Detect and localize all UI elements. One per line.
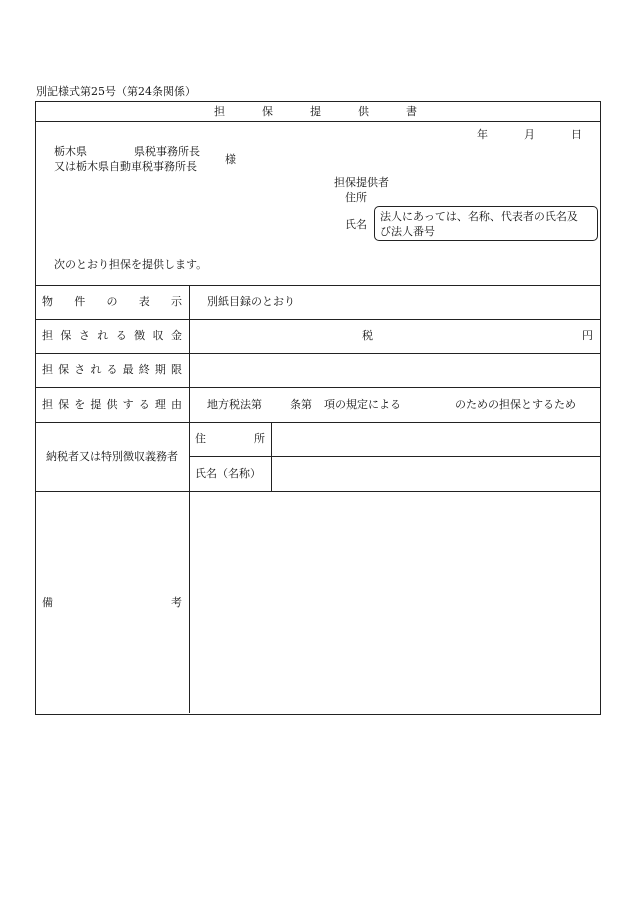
statement-text: 次のとおり担保を提供します。 <box>54 258 208 271</box>
rule-reason <box>35 422 600 423</box>
rule-amount <box>35 353 600 354</box>
rule-taxpayer-sub <box>271 422 272 491</box>
reason-purpose: のための担保とするため <box>455 398 576 411</box>
row-label-remarks: 備 考 <box>42 596 182 609</box>
provider-address-label: 住所 <box>345 191 367 204</box>
row-label-deadline: 担 保 さ れ る 最 終 期 限 <box>42 363 182 376</box>
rule-title <box>35 121 600 122</box>
row-label-reason: 担 保 を 提 供 す る 理 由 <box>42 398 182 411</box>
reason-clause: 項の規定による <box>324 398 401 411</box>
document-title <box>214 106 417 117</box>
reason-article: 条第 <box>290 398 312 411</box>
rule-property <box>35 319 600 320</box>
form-number: 別記様式第25号（第24条関係） <box>36 85 196 98</box>
date-year-label: 年 <box>477 128 488 141</box>
addressee-alt-office: 又は栃木県自動車税事務所長 <box>54 160 197 173</box>
tax-unit: 税 <box>362 329 373 342</box>
rule-taxpayer-mid <box>189 456 600 457</box>
title-char: 提 <box>310 105 321 118</box>
addressee-honorific: 様 <box>225 153 236 166</box>
rule-label-column <box>189 285 190 713</box>
provider-name-label: 氏名 <box>345 218 367 231</box>
provider-name-note: 法人にあっては、名称、代表者の氏名及 <box>380 210 578 223</box>
taxpayer-name-label: 氏名（名称） <box>195 467 261 480</box>
reason-law-prefix: 地方税法第 <box>207 398 262 411</box>
date-day-label: 日 <box>571 128 582 141</box>
provider-name-note: び法人番号 <box>380 225 435 238</box>
property-value: 別紙目録のとおり <box>207 295 295 308</box>
date-month-label: 月 <box>524 128 535 141</box>
title-char: 担 <box>214 105 225 118</box>
rule-deadline <box>35 387 600 388</box>
row-label-property: 物 件 の 表 示 <box>42 295 182 308</box>
yen-unit: 円 <box>582 329 593 342</box>
provider-heading: 担保提供者 <box>334 176 389 189</box>
taxpayer-address-label: 住 所 <box>195 432 265 445</box>
row-label-tax-amount: 担 保 さ れ る 徴 収 金 <box>42 329 182 342</box>
addressee-office: 県税事務所長 <box>134 145 200 158</box>
rule-taxpayer-end <box>35 491 600 492</box>
title-char: 書 <box>406 105 417 118</box>
title-char: 保 <box>262 105 273 118</box>
addressee-prefecture: 栃木県 <box>54 145 87 158</box>
rule-header-end <box>35 285 600 286</box>
title-char: 供 <box>358 105 369 118</box>
row-label-taxpayer: 納税者又は特別徴収義務者 <box>46 450 178 463</box>
